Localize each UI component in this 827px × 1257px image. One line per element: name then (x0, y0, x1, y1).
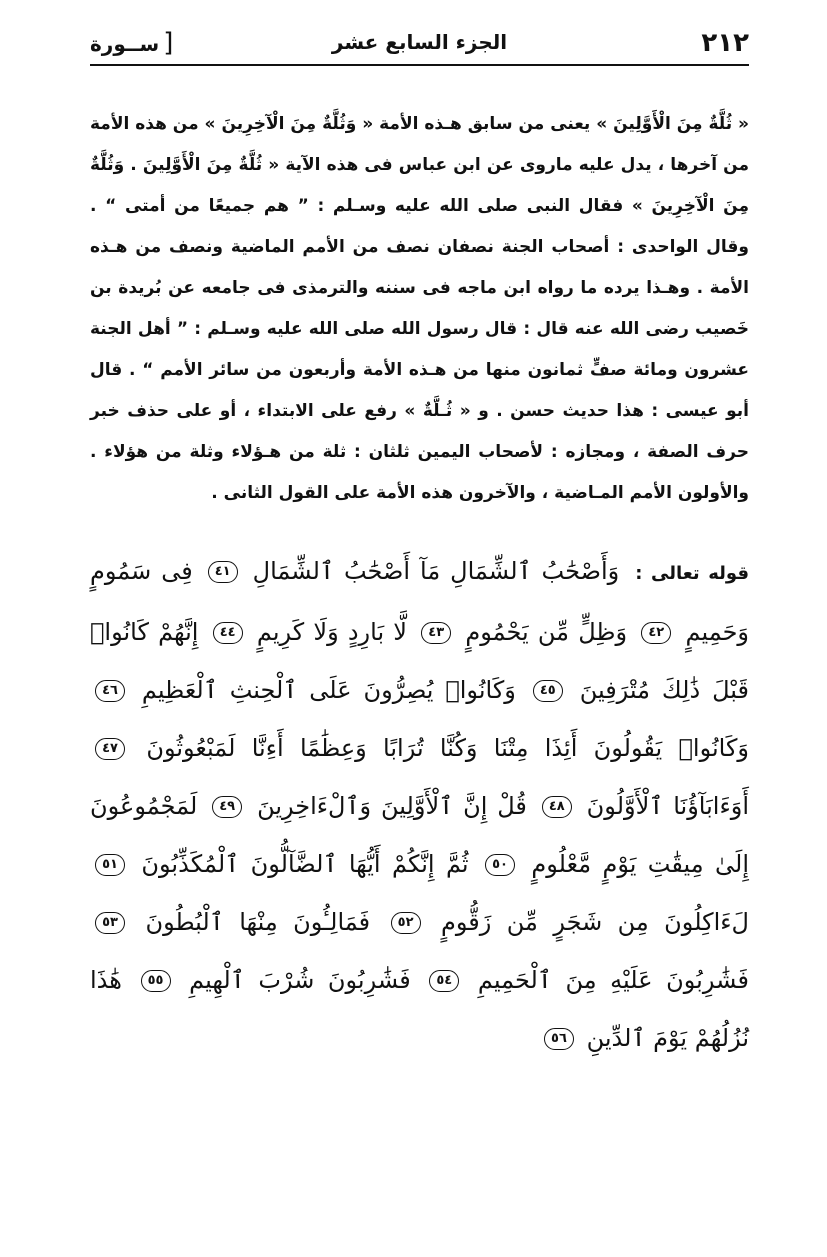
verse-text: فَشَٰرِبُونَ عَلَيْهِ مِنَ ٱلْحَمِيمِ (477, 966, 749, 994)
page-number: ٢١٢ (701, 28, 749, 58)
ayah-number-marker: ٤٧ (95, 738, 125, 760)
verse-text: إِنَّهُمْ كَانُوا۟ قَبْلَ ذَٰلِكَ مُتْرَفِينَ (90, 618, 749, 704)
verse-text: وَظِلٍّ مِّن يَحْمُومٍ (465, 618, 628, 646)
ayah-number-marker: ٤٢ (641, 622, 671, 644)
ayah-number-marker: ٥٤ (429, 970, 459, 992)
ayah-number-marker: ٤٤ (213, 622, 243, 644)
page-header (90, 20, 749, 66)
verses-intro: قوله تعالى : (635, 563, 749, 584)
verse-text: فَمَالِـُٔونَ مِنْهَا ٱلْبُطُونَ (145, 908, 371, 936)
verse-text: وَكَانُوا۟ يَقُولُونَ أَئِذَا مِتْنَا وَكُنَّا تُرَابًا وَعِظَٰمًا أَءِنَّا لَمَبْعُوثُونَ (146, 734, 749, 762)
surah-label (90, 28, 173, 58)
verse-list (90, 557, 749, 1052)
verses-block (90, 542, 749, 1067)
ayah-number-marker: ٥٦ (544, 1028, 574, 1050)
ayah-number-marker: ٥٣ (95, 912, 125, 934)
ayah-number-marker: ٥٥ (141, 970, 171, 992)
verse-text: وَأَصْحَٰبُ ٱلشِّمَالِ مَآ أَصْحَٰبُ ٱلشِّمَالِ (252, 557, 620, 585)
ayah-number-marker: ٤٣ (421, 622, 451, 644)
surah-bracket: [ (163, 28, 174, 58)
ayah-number-marker: ٤١ (208, 561, 238, 583)
verse-text: وَكَانُوا۟ يُصِرُّونَ عَلَى ٱلْحِنثِ ٱلْعَظِيمِ (141, 676, 516, 704)
verse-text: لَمَجْمُوعُونَ إِلَىٰ مِيقَٰتِ يَوْمٍ مَّعْلُومٍ (90, 792, 749, 878)
verse-text: لَءَاكِلُونَ مِن شَجَرٍ مِّن زَقُّومٍ (441, 908, 749, 936)
commentary-paragraph: « ثُلَّةٌ مِنَ الْأَوَّلِينَ » يعنى من سابق هـذه الأمة « وَثُلَّةٌ مِنَ الْآخِرِينَ » من هذه الأمة من آخرها ، يدل عليه ماروى عن ابن عباس فى هذه الآية « ثُلَّةٌ مِنَ الْأَوَّلِينَ . وَثُلَّةٌ مِنَ الْآخِرِينَ » فقال النبى صلى الله عليه وسـلم : ” هم جميعًا من أمتى “ . وقال الواحدى : أصحاب الجنة نصفان نصف من الأمم الماضية ونصف من هـذه الأمة . وهـذا يرده ما رواه ابن ماجه فى سننه والترمذى فى جامعه عن بُريدة بن خَصيب رضى الله عنه قال : قال رسول الله صلى الله عليه وسـلم : ” أهل الجنة عشرون ومائة صفٍّ ثمانون منها من هـذه الأمة وأربعون من سائر الأمم “ . قال أبو عيسى : هذا حديث حسن . و « ثُـلَّةٌ » رفع على الابتداء ، أو على حذف خبر حرف الصفة ، ومجازه : لأصحاب اليمين ثلثان : ثلة من هـؤلاء وثلة من هؤلاء . والأولون الأمم المـاضية ، والآخرون هذه الأمة على القول الثانى . (90, 114, 749, 503)
verse-text: فَشَٰرِبُونَ شُرْبَ ٱلْهِيمِ (189, 966, 411, 994)
verse-text: أَوَءَابَآؤُنَا ٱلْأَوَّلُونَ (586, 792, 750, 820)
ayah-number-marker: ٤٦ (95, 680, 125, 702)
part-title: الجزء السابع عشر (331, 30, 508, 54)
verse-text: لَّا بَارِدٍ وَلَا كَرِيمٍ (256, 618, 407, 646)
ayah-number-marker: ٥٢ (391, 912, 421, 934)
verse-text: ثُمَّ إِنَّكُمْ أَيُّهَا ٱلضَّآلُّونَ ٱلْمُكَذِّبُونَ (141, 850, 469, 878)
ayah-number-marker: ٥٠ (485, 854, 515, 876)
surah-name: ســورة (90, 32, 160, 56)
verse-text: هَٰذَا نُزُلُهُمْ يَوْمَ ٱلدِّينِ (90, 966, 749, 1052)
verse-text: فِى سَمُومٍ وَحَمِيمٍ (90, 557, 750, 646)
ayah-number-marker: ٤٥ (533, 680, 563, 702)
verse-text: قُلْ إِنَّ ٱلْأَوَّلِينَ وَٱلْءَاخِرِينَ (257, 792, 527, 820)
ayah-number-marker: ٥١ (95, 854, 125, 876)
commentary-block (90, 104, 749, 514)
ayah-number-marker: ٤٩ (212, 796, 242, 818)
ayah-number-marker: ٤٨ (542, 796, 572, 818)
